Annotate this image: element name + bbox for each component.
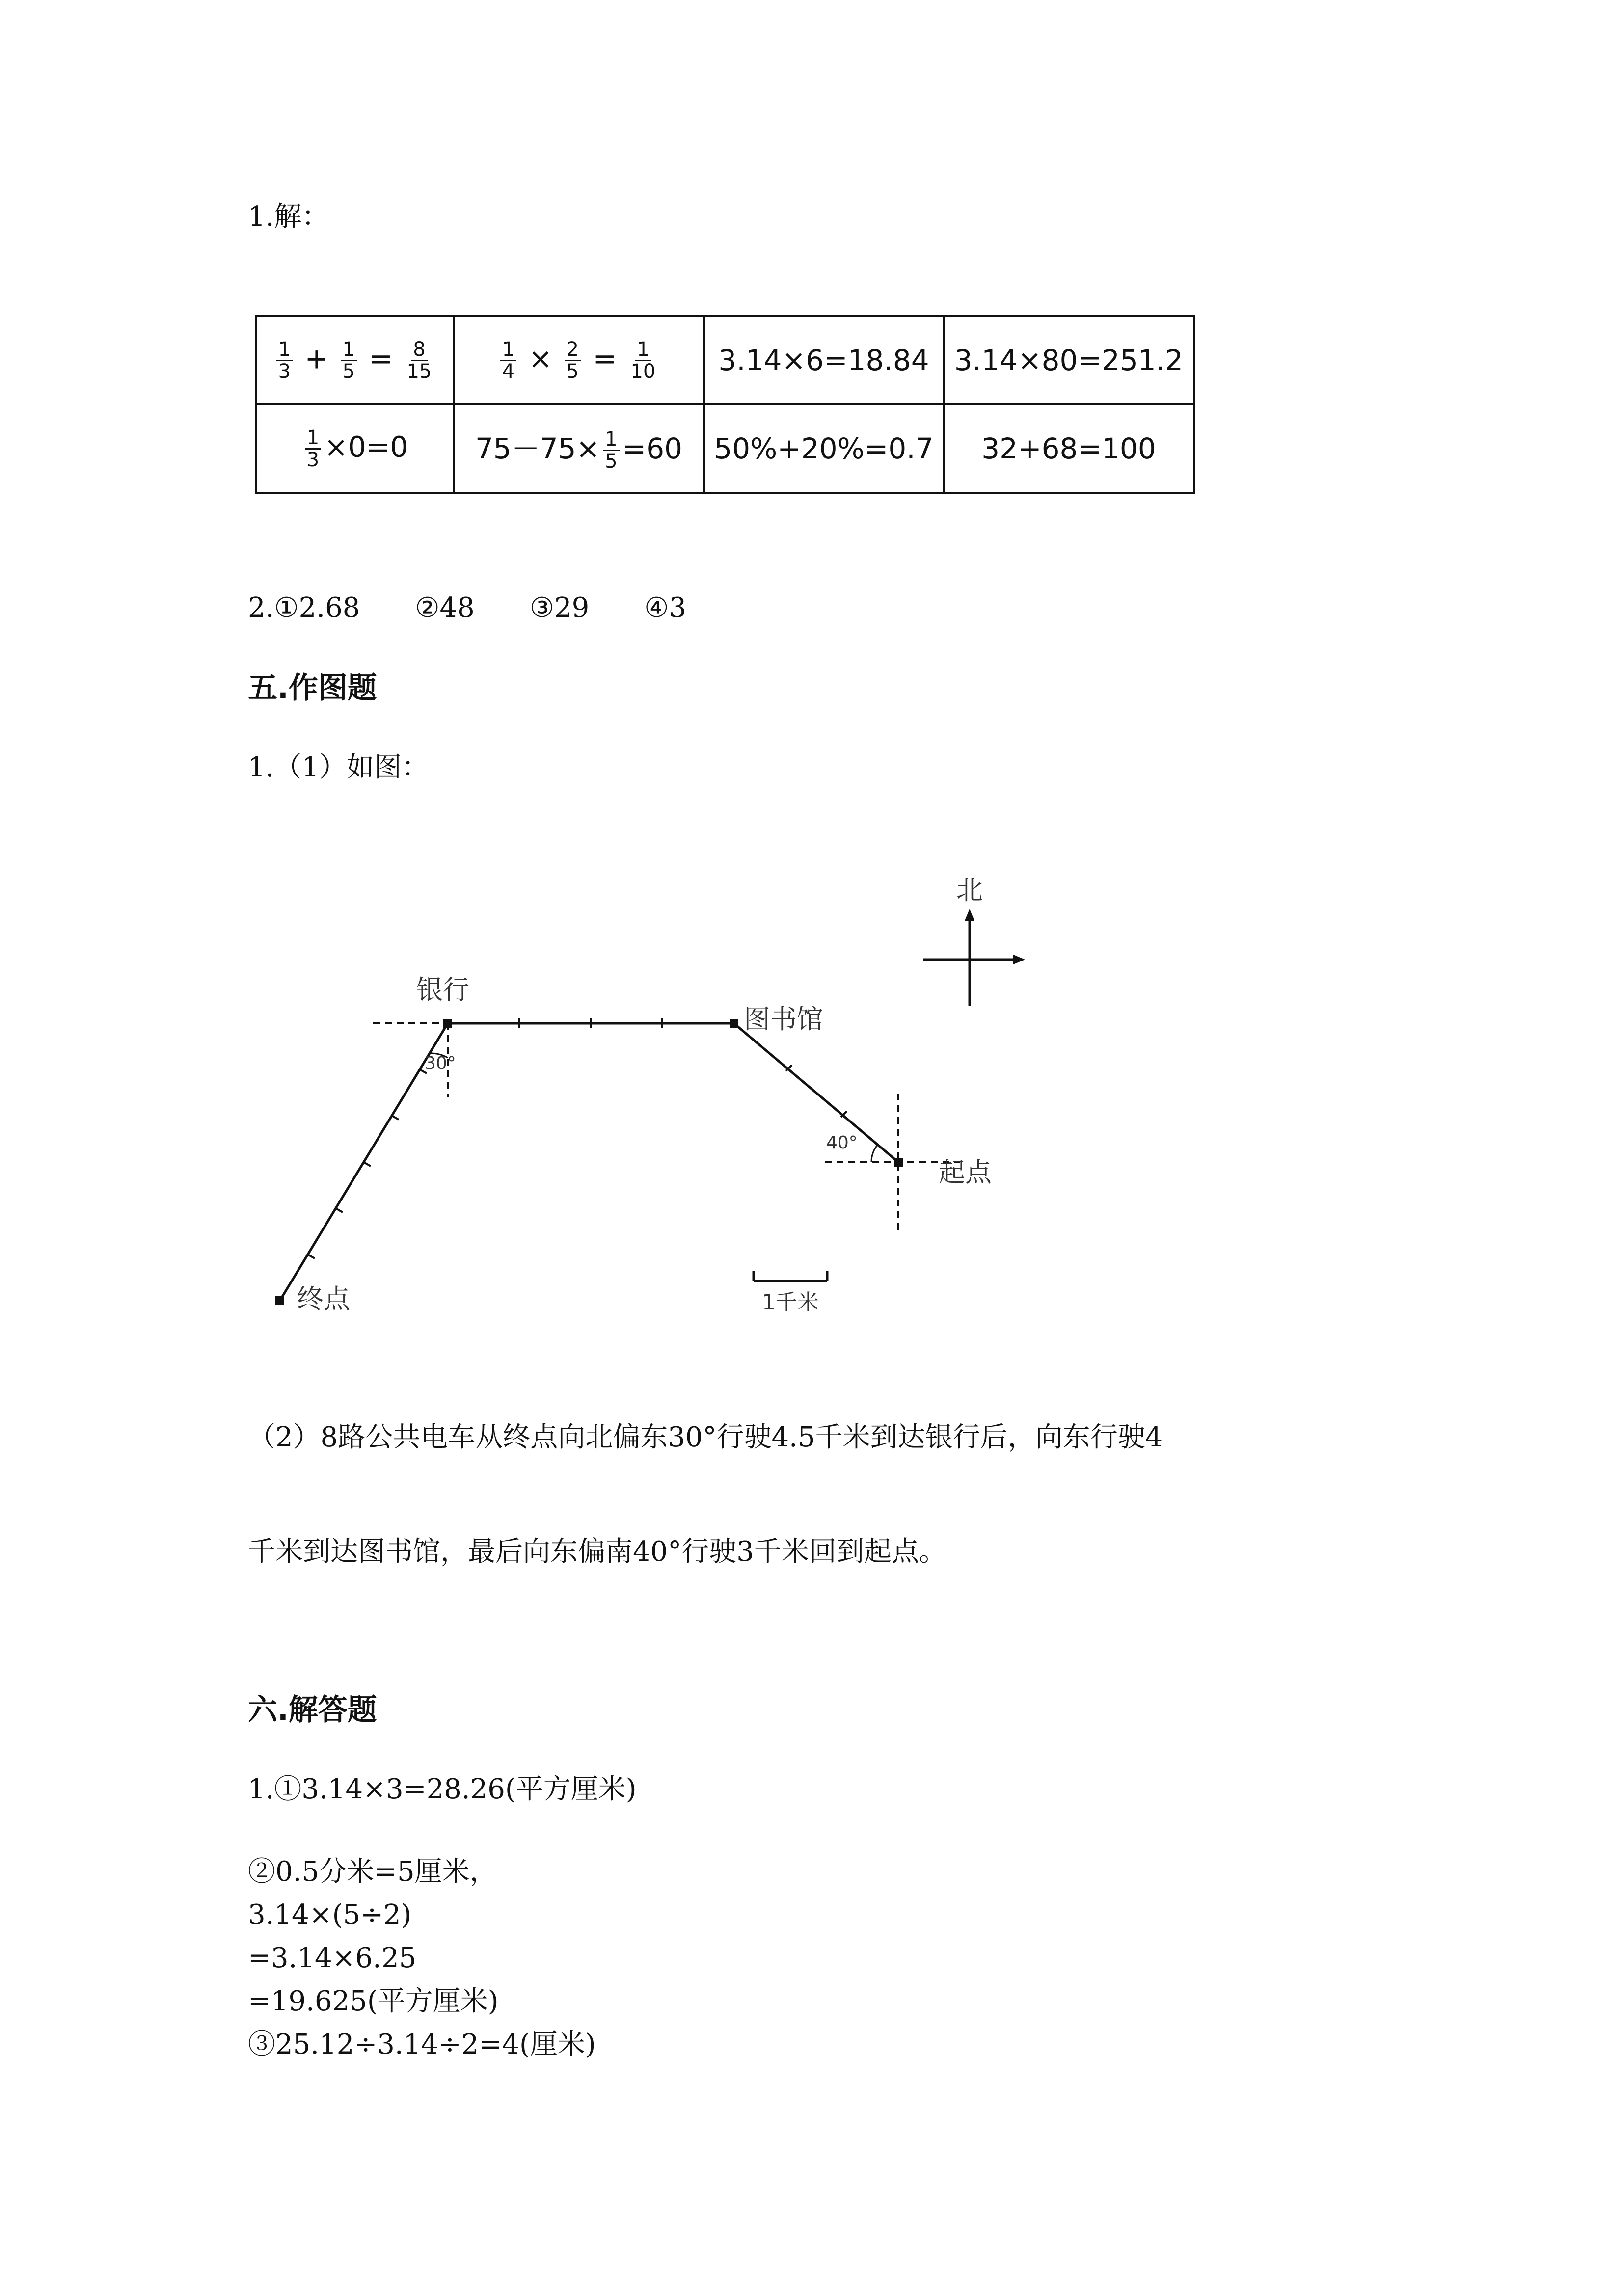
- fraction: $\frac{1}{10}$: [630, 338, 656, 383]
- section-6-line-6: ③25.12÷3.14÷2=4(厘米): [248, 2029, 596, 2060]
- fraction: $\frac{1}{3}$: [276, 339, 293, 382]
- library-point: [730, 1019, 738, 1028]
- fraction: $\frac{1}{5}$: [603, 429, 619, 472]
- bank-label: 银行: [416, 974, 469, 1005]
- table-cell-r2c2: 75－75× $\frac{1}{5}$ =60: [454, 404, 704, 493]
- table-cell-r2c4: 32+68=100: [944, 404, 1194, 493]
- scale-label: 1千米: [762, 1290, 819, 1315]
- section-6-line-1: 1.①3.14×3=28.26(平方厘米): [248, 1773, 637, 1805]
- section-5-title: 五.作图题: [248, 671, 377, 705]
- table-cell-r1c3: 3.14×6=18.84: [704, 316, 944, 404]
- question-2-answers: 2.①2.68 ②48 ③29 ④3: [248, 592, 687, 624]
- section-5-q2-line-2: 千米到达图书馆，最后向东偏南40°行驶3千米回到起点。: [248, 1536, 947, 1568]
- section-6-line-5: =19.625(平方厘米): [248, 1985, 499, 2017]
- library-label: 图书馆: [744, 1004, 823, 1035]
- scale-bar: [754, 1271, 827, 1281]
- table-cell-r2c1: $\frac{1}{3}$ ×0=0: [256, 404, 454, 493]
- fraction: $\frac{1}{4}$: [500, 339, 516, 382]
- angle-arc-40: [871, 1145, 878, 1162]
- north-label: 北: [956, 875, 983, 906]
- section-6-title: 六.解答题: [248, 1693, 377, 1727]
- angle-40-label: 40°: [826, 1133, 858, 1153]
- section-5-q2-line-1: （2）8路公共电车从终点向北偏东30°行驶4.5千米到达银行后，向东行驶4: [248, 1421, 1163, 1453]
- end-label: 终点: [297, 1283, 350, 1314]
- angle-30-label: 30°: [425, 1053, 456, 1073]
- start-label: 起点: [939, 1157, 992, 1188]
- section-5-q1-label: 1.（1）如图：: [248, 751, 430, 783]
- fraction: $\frac{8}{15}$: [406, 338, 432, 383]
- section-6-line-3: 3.14×(5÷2): [248, 1899, 412, 1931]
- question-1-label: 1.解：: [248, 201, 329, 233]
- table-cell-r1c4: 3.14×80=251.2: [944, 316, 1194, 404]
- route-line: [280, 1023, 898, 1301]
- table-cell-r1c1: $\frac{1}{3}$ + $\frac{1}{5}$ = $\frac{8}{15}$: [256, 316, 454, 404]
- end-point: [275, 1296, 284, 1305]
- fraction: $\frac{1}{5}$: [341, 339, 357, 382]
- section-6-line-2: ②0.5分米=5厘米，: [248, 1856, 497, 1888]
- table-row: [256, 404, 1194, 493]
- table-row: [256, 316, 1194, 404]
- north-arrow-icon: [923, 909, 1025, 1006]
- start-point: [894, 1158, 903, 1167]
- bank-point: [443, 1019, 452, 1028]
- scale-ticks: [308, 1018, 847, 1258]
- table-cell-r1c2: $\frac{1}{4}$ × $\frac{2}{5}$ = $\frac{1}{10}$: [454, 316, 704, 404]
- fraction: $\frac{1}{3}$: [305, 427, 321, 470]
- section-6-line-4: =3.14×6.25: [248, 1942, 417, 1974]
- fraction: $\frac{2}{5}$: [565, 339, 581, 382]
- answer-table: [255, 315, 1195, 494]
- table-cell-r2c3: 50%+20%=0.7: [704, 404, 944, 493]
- route-map: [255, 834, 1041, 1325]
